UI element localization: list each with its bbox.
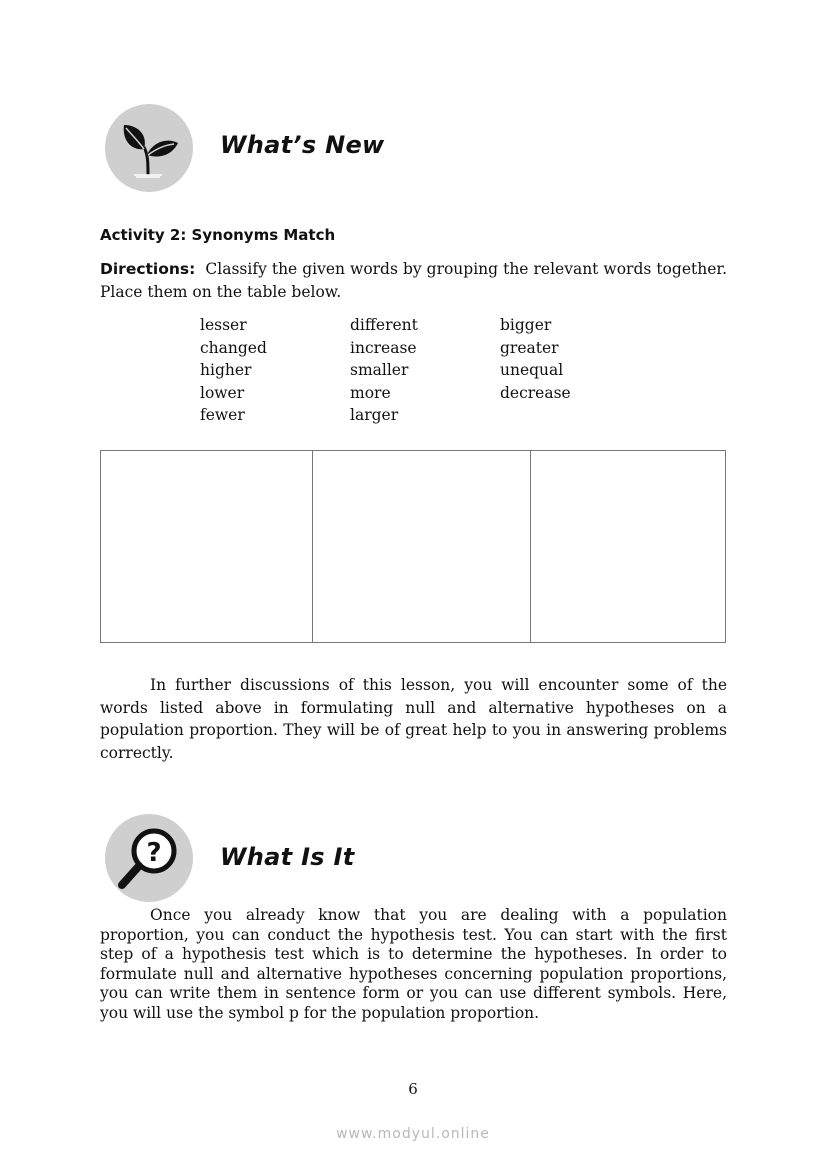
svg-text:?: ? — [146, 838, 162, 868]
directions-label: Directions: — [100, 260, 196, 278]
discussion-paragraph: In further discussions of this lesson, you will encounter some of the words listed above in formulating null and alternative hypotheses on a population proportion. They will be of great help to you in answering problems correctly. — [100, 676, 727, 762]
word-item: unequal — [500, 361, 564, 379]
word-item: greater — [500, 338, 559, 357]
directions-paragraph — [100, 258, 727, 303]
answer-table — [100, 450, 726, 643]
activity-heading: Activity 2: Synonyms Match — [100, 226, 336, 244]
word-item: more — [350, 383, 391, 402]
word-item: fewer — [200, 406, 245, 424]
word-item: lower — [200, 383, 245, 402]
section-title-whats-new: What’s New — [220, 131, 385, 159]
answer-cell-2[interactable] — [313, 451, 531, 643]
word-item: bigger — [500, 316, 552, 334]
magnifier-question-icon — [105, 814, 193, 902]
word-item: changed — [200, 338, 267, 357]
word-column-1 — [200, 314, 267, 427]
page-number: 6 — [408, 1080, 418, 1098]
word-item: larger — [350, 406, 399, 424]
watermark: www.modyul.online — [336, 1126, 490, 1142]
word-item: decrease — [500, 383, 571, 402]
hypothesis-paragraph: Once you already know that you are dealing with a population proportion, you can conduct the hypothesis test. You can start with the first step of a hypothesis test which is to determine the hypotheses. In order to formulate null and alternative hypotheses concerning population proportions, you can write them in sentence form or you can use different symbols. Here, you will use the symbol p for the population proportion. — [100, 906, 727, 1022]
plant-icon — [105, 104, 193, 192]
word-column-3 — [500, 314, 571, 404]
word-item: different — [350, 316, 418, 334]
word-item: lesser — [200, 316, 247, 334]
word-item: smaller — [350, 361, 409, 379]
word-column-2 — [350, 314, 418, 427]
word-item: increase — [350, 338, 417, 357]
directions-text: Classify the given words by grouping the relevant words together. Place them on the table below. — [100, 260, 728, 301]
word-item: higher — [200, 361, 252, 379]
answer-cell-3[interactable] — [531, 451, 726, 643]
section-title-what-is-it: What Is It — [220, 843, 355, 871]
answer-cell-1[interactable] — [101, 451, 313, 643]
